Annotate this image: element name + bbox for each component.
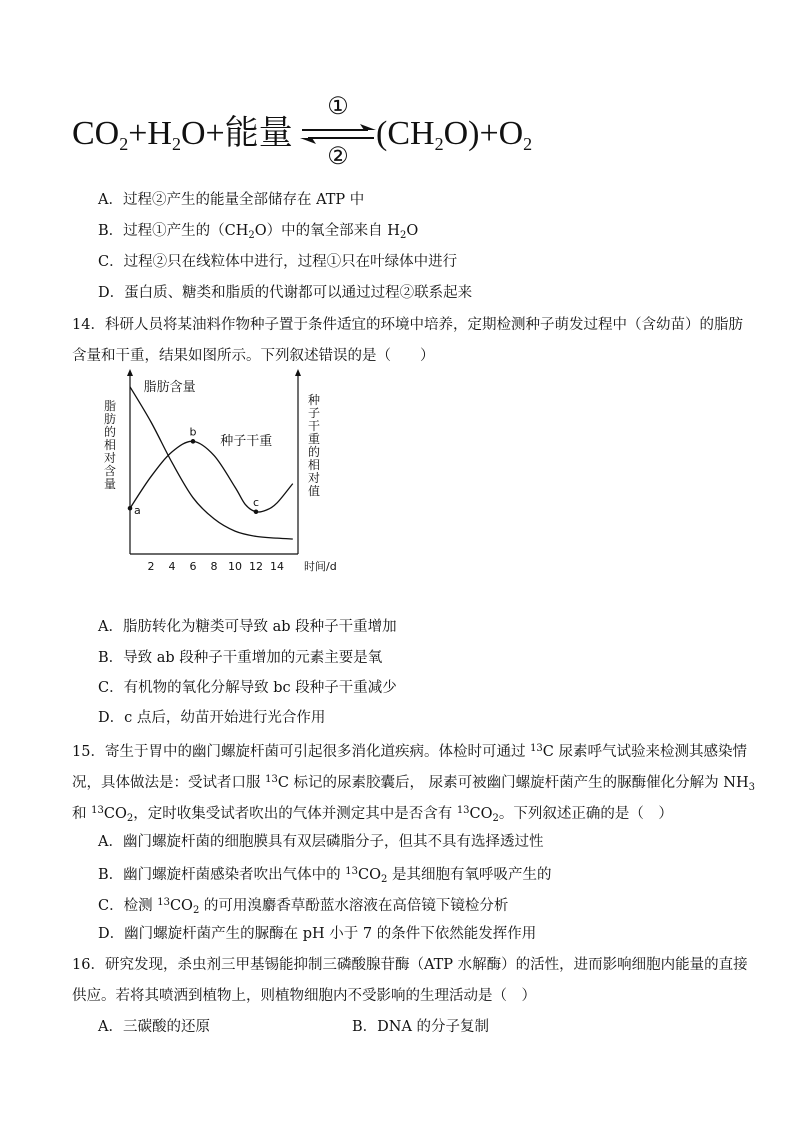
- right-y-axis-label-char: 种: [307, 393, 321, 407]
- left-y-axis-label-char: 肪: [103, 412, 117, 426]
- q15-option-c: C．检测 $^{13}CO_2$ 的可用溴麝香草酚蓝水溶液在高倍镜下镜检分析: [98, 897, 509, 916]
- left-y-axis-label-char: 对: [103, 451, 117, 465]
- q15-option-b: B．幽门螺旋杆菌感染者吹出气体中的 $^{13}CO_2$ 是其细胞有氧呼吸产生的: [98, 866, 552, 885]
- q15-stem-line3: 和 $^{13}CO_2$，定时收集受试者吹出的气体并测定其中是否含有 $^{13}CO_2$。下列叙述正确的是（ ）: [72, 805, 673, 824]
- q15-option-d: D．幽门螺旋杆菌产生的脲酶在 pH 小于 7 的条件下依然能发挥作用: [98, 926, 537, 942]
- q16-stem-line1: 16．研究发现，杀虫剂三甲基锡能抑制三磷酸腺苷酶（ATP 水解酶）的活性，进而影响细胞内能量的直接: [72, 957, 748, 973]
- q16-option-b: B．DNA 的分子复制: [352, 1019, 490, 1035]
- process-2-label: ②: [327, 144, 349, 170]
- point-c-label: c: [252, 495, 260, 509]
- x-tick-label: 4: [168, 560, 176, 573]
- right-y-axis-label-char: 子: [307, 406, 321, 420]
- q16-stem-line2: 供应。若将其喷洒到植物上，则植物细胞内不受影响的生理活动是（ ）: [72, 988, 536, 1004]
- x-tick-label: 12: [249, 560, 263, 573]
- right-y-axis-label-char: 值: [307, 484, 321, 498]
- q14-option-d: D．c 点后，幼苗开始进行光合作用: [98, 710, 326, 726]
- q15-stem-line1: 15．寄生于胃中的幽门螺旋杆菌可引起很多消化道疾病。体检时可通过 $^{13}$C 尿素呼气试验来检测其感染情: [72, 743, 747, 760]
- q13-option-b: B．过程①产生的$(CH_2O)$中的氧全部来自 $H_2O$: [98, 223, 419, 241]
- fat-content-line: [130, 387, 293, 539]
- left-y-axis-label-char: 相: [103, 438, 117, 452]
- left-y-axis-label-char: 含: [103, 464, 117, 478]
- left-y-axis-label-char: 脂: [103, 399, 117, 413]
- q14-option-c: C．有机物的氧化分解导致 bc 段种子干重减少: [98, 680, 397, 696]
- q15-stem-line2: 况，具体做法是：受试者口服 $^{13}$C 标记的尿素胶囊后， 尿素可被幽门螺旋杆菌产生的脲酶催化分解为 $NH_3$: [72, 774, 755, 793]
- q13-option-d: D．蛋白质、糖类和脂质的代谢都可以通过过程②联系起来: [98, 285, 473, 301]
- q14-stem-line1: 14．科研人员将某油料作物种子置于条件适宜的环境中培养，定期检测种子萌发过程中（含幼苗）的脂肪: [72, 317, 743, 333]
- x-tick-label: 2: [147, 560, 155, 573]
- q14-option-b: B．导致 ab 段种子干重增加的元素主要是氧: [98, 650, 383, 666]
- right-y-axis-label-char: 重: [307, 432, 321, 446]
- point-a-marker: [128, 506, 133, 511]
- reversible-arrows: [298, 96, 378, 176]
- q15-option-a: A．幽门螺旋杆菌的细胞膜具有双层磷脂分子，但其不具有选择透过性: [98, 834, 544, 850]
- q13-option-c: C．过程②只在线粒体中进行，过程①只在叶绿体中进行: [98, 254, 458, 270]
- point-b-marker: [191, 439, 196, 444]
- x-tick-label: 6: [189, 560, 197, 573]
- right-y-axis-label-char: 的: [307, 445, 321, 459]
- dry-weight-series-label: 种子干重: [220, 433, 273, 449]
- equation-rhs: $(CH_2O)+O_2$: [376, 115, 533, 154]
- chart-svg: [100, 368, 360, 583]
- point-a-label: a: [134, 504, 141, 518]
- reaction-equation: [72, 96, 592, 176]
- right-y-axis-label-char: 对: [307, 471, 321, 485]
- fat-series-label: 脂肪含量: [143, 379, 196, 395]
- left-y-axis-label-char: 量: [103, 477, 117, 491]
- q16-option-a: A．三碳酸的还原: [98, 1019, 210, 1035]
- process-1-label: ①: [327, 94, 349, 120]
- left-y-axis-label-char: 的: [103, 425, 117, 439]
- q14-stem-line2: 含量和干重，结果如图所示。下列叙述错误的是（ ）: [72, 348, 435, 364]
- x-tick-label: 10: [228, 560, 242, 573]
- right-y-axis-label-char: 相: [307, 458, 321, 472]
- dry-weight-line: [130, 441, 293, 512]
- point-c-marker: [254, 509, 259, 514]
- equation-lhs: $CO_2+H_2O+$能量: [72, 115, 293, 154]
- point-b-label: b: [189, 425, 197, 439]
- right-y-axis-arrow: [295, 369, 301, 376]
- left-y-axis-arrow: [127, 369, 133, 376]
- x-axis-label: 时间/d: [304, 560, 337, 573]
- q14-option-a: A．脂肪转化为糖类可导致 ab 段种子干重增加: [98, 619, 397, 635]
- right-y-axis-label-char: 干: [307, 419, 321, 433]
- x-tick-label: 8: [210, 560, 218, 573]
- fat-dryweight-chart: [100, 368, 360, 583]
- q13-option-a: A．过程②产生的能量全部储存在 ATP 中: [98, 192, 365, 208]
- x-tick-label: 14: [270, 560, 284, 573]
